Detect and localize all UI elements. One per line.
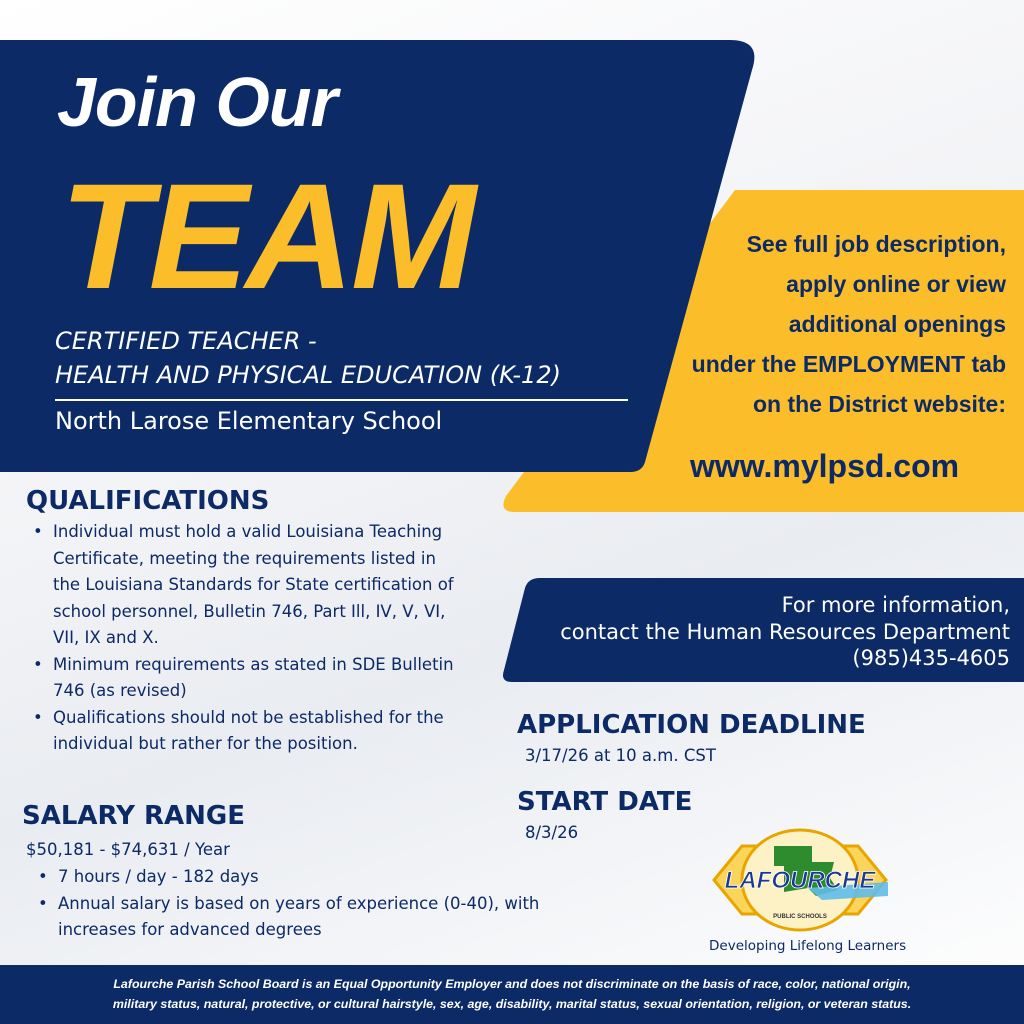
apply-line: apply online or view	[786, 271, 1006, 297]
qualifications-list	[25, 519, 455, 758]
list-item: • Individual must hold a valid Louisiana Teaching Certificate, meeting the requirements listed in the Louisiana Standards for State certification of school personnel, Bulletin 746, Part Ill, IV, V, VI, VII, IX and X.	[25, 519, 455, 652]
deadline-heading: APPLICATION DEADLINE	[517, 710, 866, 740]
website-link[interactable]: www.mylpsd.com	[690, 448, 960, 484]
tagline: Developing Lifelong Learners	[709, 938, 907, 954]
position-line-2: HEALTH AND PHYSICAL EDUCATION (K-12)	[55, 361, 561, 389]
salary-heading: SALARY RANGE	[22, 801, 246, 831]
list-item: • Annual salary is based on years of experience (0-40), with increases for advanced degrees	[30, 891, 540, 944]
logo-subtext: PUBLIC SCHOOLS	[773, 914, 827, 920]
team-heading: TEAM	[60, 152, 473, 320]
apply-line: additional openings	[788, 311, 1006, 337]
apply-line: See full job description,	[746, 231, 1006, 257]
apply-line: on the District website:	[752, 391, 1006, 417]
footer-line-1: Lafourche Parish School Board is an Equal Opportunity Employer and does not discriminate on the basis of race, color, national origin,	[113, 977, 911, 991]
footer-disclaimer	[0, 965, 1024, 1024]
position-line-1: CERTIFIED TEACHER -	[55, 327, 317, 355]
deadline-value: 3/17/26 at 10 a.m. CST	[525, 746, 716, 765]
qualifications-heading: QUALIFICATIONS	[26, 486, 270, 516]
salary-list	[30, 864, 540, 944]
contact-line-1: For more information,	[781, 593, 1010, 617]
contact-info	[560, 592, 1010, 672]
start-date-value: 8/3/26	[525, 823, 579, 842]
list-item: • Qualifications should not be established for the individual but rather for the position.	[25, 705, 455, 758]
apply-instructions	[646, 224, 1006, 424]
footer-line-2: military status, natural, protective, or cultural hairstyle, sex, age, disability, marital status, sexual orientation, religion, or veteran status.	[112, 997, 912, 1011]
salary-range: $50,181 - $74,631 / Year	[26, 840, 230, 859]
logo-text: LAFOURCHE	[724, 867, 876, 894]
list-item: • Minimum requirements as stated in SDE Bulletin 746 (as revised)	[25, 652, 455, 705]
contact-line-2: contact the Human Resources Department	[560, 619, 1010, 644]
join-heading: Join Our	[57, 63, 337, 141]
list-item: • 7 hours / day - 182 days	[30, 864, 540, 891]
divider	[55, 399, 628, 401]
contact-phone[interactable]: (985)435-4605	[852, 646, 1010, 670]
school-name: North Larose Elementary School	[55, 407, 443, 435]
apply-line: under the EMPLOYMENT tab	[691, 351, 1006, 377]
position-title	[55, 324, 561, 392]
lafourche-logo	[712, 826, 888, 934]
start-date-heading: START DATE	[517, 787, 693, 817]
